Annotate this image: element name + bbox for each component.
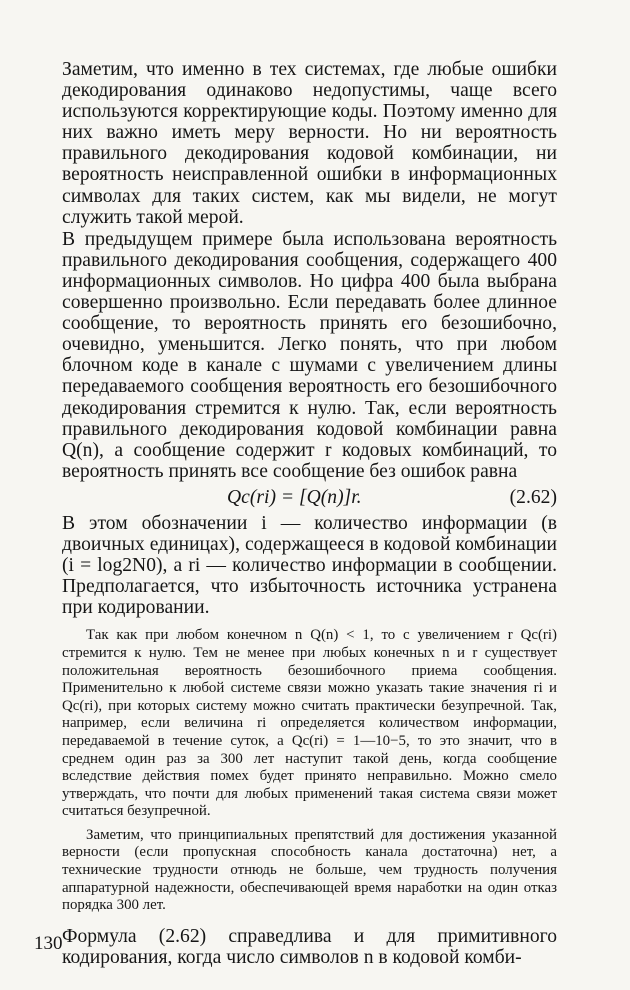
formula-2-62 [62, 485, 557, 511]
paragraph-notation: В этом обозначении i — количество информации (в двоичных единицах), содержащееся в кодовой комбинации (i = log2N0), а ri — количество информации в сообщении. Предполагается, что избыточность источника устранена при кодировании. [62, 512, 557, 619]
paragraph-formula-remark: Формула (2.62) справедлива и для примитивного кодирования, когда число символов n в кодовой комби- [62, 925, 557, 968]
note-paragraph-2: Заметим, что принципиальных препятствий для достижения указанной верности (если пропускная способность канала достаточна) нет, а технические трудности отнюдь не больше, чем трудность получения аппаратурной надежности, обеспечивающей время наработки на один отказ порядка 300 лет. [62, 826, 557, 914]
formula-number: (2.62) [509, 486, 557, 508]
note-paragraph-1: Так как при любом конечном n Q(n) < 1, то с увеличением r Qc(ri) стремится к нулю. Тем не менее при любых конечных n и r существует положительная вероятность безошибочного приема сообщения. Применительно к любой системе связи можно указать такие значения ri и Qc(ri), при которых систему можно считать практически безупречной. Так, например, если величина ri определяется количеством информации, передаваемой в течение суток, а Qc(ri) = 1—10−5, то это значит, что в среднем один раз за 300 лет наступит такой день, когда сообщение вследствие действия помех будет принято неправильно. Можно смело утверждать, что почти для любых применений такая система связи может считаться безупречной. [62, 627, 557, 820]
paragraph-intro: Заметим, что именно в тех системах, где любые ошибки декодирования одинаково недопустимы, чаще всего используются корректирующие коды. Поэтому именно для них важно иметь меру верности. Но ни вероятность правильного декодирования кодовой комбинации, ни вероятность неисправленной ошибки в информационных символах для таких систем, как мы видели, не могут служить такой мерой. [62, 59, 557, 228]
page-number: 130 [34, 933, 63, 954]
formula-expression: Qc(ri) = [Q(n)]r. [227, 486, 362, 508]
paragraph-example: В предыдущем примере была использована вероятность правильного декодирования сообщения, содержащего 400 информационных символов. Но цифра 400 была выбрана совершенно произвольно. Если передавать более длинное сообщение, то вероятность принять его безошибочно, очевидно, уменьшится. Легко понять, что при любом блочном коде в канале с шумами с увеличением длины передаваемого сообщения вероятность его безошибочного декодирования стремится к нулю. Так, если вероятность правильного декодирования кодовой комбинации равна Q(n), а сообщение содержит r кодовых комбинаций, то вероятность принять все сообщение без ошибок равна [62, 228, 557, 482]
